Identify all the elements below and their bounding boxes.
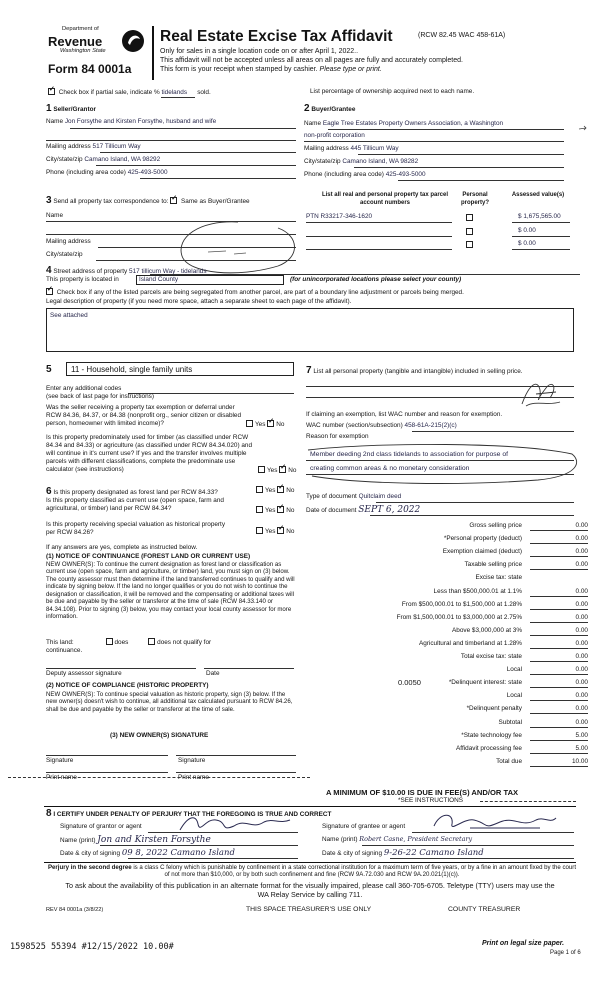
doc-date-label: Date of document [306,507,357,514]
q-forest-no-checkbox[interactable] [277,486,284,493]
perjury-text: is a class C felony which is punishable by confinement in a state correctional institution for a maximum term of five years, or by a fine in an amount fixed by the court of not more than $10,000, or by both such confinement and fine (RCW 9A.72.030 and RCW 9A.20.021(1)(c)). [133,864,577,879]
grantor-sig-label: Signature of grantor or agent [60,823,142,830]
q-historic-answer [256,527,294,536]
q-current-use-no-checkbox[interactable] [277,506,284,513]
tax-row-label: Taxable selling price [464,561,522,569]
parcel-col1: List all real and personal property tax parcel account numbers [321,192,449,206]
handwritten-strike-line [8,777,310,778]
buyer-city-row [304,158,418,166]
buyer-name-line [328,129,564,130]
buyer-mail[interactable]: 445 Tillicum Way [350,145,399,152]
notice3-title: (3) NEW OWNER(S) SIGNATURE [110,732,209,739]
legal-description-value: See attached [50,312,88,319]
codes-label1: Enter any additional codes [46,385,122,392]
segregated-label: Check box if any of the listed parcels are being segregated from another parcel, are part of a boundary line adjustment or parcels being merged. [56,289,464,296]
notice2-body: NEW OWNER(S): To continue special valuation as historic property, sign (3) below. If the new owner(s) doesn't wish to continue, all additional tax calculated pursuant to RCW 84.26, shall be due and payable by the seller or transferor at the time of sale. [46,691,293,713]
segregated-checkbox[interactable] [46,288,53,295]
grantee-name-label: Name (print) [322,836,358,843]
owner-print-label: Print name [178,774,209,781]
tax-row [320,614,588,624]
print-legal: Print on legal size paper. [482,940,565,947]
partial-sale-checkbox[interactable] [48,88,55,95]
tax-row [320,627,588,637]
partial-sale-sold: sold. [197,89,211,96]
q-historic-no-checkbox[interactable] [277,527,284,534]
tax-row [320,692,588,702]
yes-label: Yes [255,421,266,428]
tax-row-label: Exemption claimed (deduct) [442,548,522,556]
no-label: No [286,507,295,514]
yes-label: Yes [265,487,276,494]
tax-row [320,601,588,611]
header-divider [152,26,154,80]
q-exemption-answer [246,420,284,429]
tax-row-label: From $500,000.01 to $1,500,000 at 1.28% [401,600,522,608]
tax-row [320,679,588,689]
tax-row-value[interactable]: 0.00 [530,561,588,570]
tax-row-value[interactable]: 0.00 [530,692,588,701]
buyer-name-row [304,120,503,128]
tax-row-label: Affidavit processing fee [456,744,522,752]
tax-row-label: Total excise tax: state [460,653,522,660]
personal-property-checkbox[interactable] [466,228,473,235]
assessor-date-line [204,668,294,669]
dept-line2: Revenue [48,34,103,49]
owner-print-line [46,772,168,773]
form-number: Form 84 0001a [48,62,132,76]
q-timber-no-checkbox[interactable] [279,466,286,473]
q-current-use: Is this property classified as current use (open space, farm and agricultural, or timber) land per RCW 84.34? [46,497,224,512]
tax-row-value[interactable]: 0.00 [530,653,588,662]
tax-row [320,535,588,545]
seller-name[interactable]: Jon Forsythe and Kirsten Forsythe, husband and wife [64,118,217,125]
dept-line1: Department of [62,26,99,32]
tax-row [320,640,588,650]
buyer-mail-line [358,154,564,155]
q-exemption: Was the seller receiving a property tax exemption or deferral under RCW 84.36, 84.37, or 84.38 (nonprofit org., senior citizen or disabled person, homeowner with limited income)? [46,404,242,427]
buyer-city[interactable]: Camano Island, WA 98282 [342,158,419,165]
tax-row [320,732,588,742]
q-timber: Is this property predominately used for timber (as classified under RCW 84.34 and 84.33) or agriculture (as classified under RCW 84.34.020) and will continue in it's current use? If yes and the transfer involves multiple parcels with different classifications, complete the predominate use calculator (see instructions) [46,434,253,473]
tax-row-value[interactable]: 0.00 [530,588,588,597]
q-current-use-answer [256,506,294,515]
assessed-line [512,222,570,223]
legal-description-field[interactable] [46,308,574,352]
page-number: Page 1 of 6 [550,950,581,956]
tax-row-label: Total due [496,757,522,765]
see-instructions: *SEE INSTRUCTIONS [398,797,463,804]
legal-label: Legal description of property (if you need more space, attach a separate sheet to each page of the affidavit). [46,298,352,305]
tax-row-label: Above $3,000,000 at 3% [452,626,522,634]
corr-same-label: Same as Buyer/Grantee [181,198,250,205]
tax-row [320,666,588,676]
q-exemption-no-checkbox[interactable] [267,420,274,427]
tax-row-value[interactable]: 0.00 [530,679,588,688]
land-use-select[interactable] [66,362,294,376]
header-sub3-wrap [160,66,382,75]
tax-row [320,574,588,584]
owner-sig-label: Signature [46,757,74,764]
q-forest-yes-checkbox[interactable] [256,486,263,493]
buyer-mail-row [304,145,399,153]
q-exemption-yes-checkbox[interactable] [246,420,253,427]
tax-row-value[interactable]: 0.00 [530,640,588,649]
grantor-name[interactable]: Jon and Kirsten Forsythe [97,835,211,845]
initials-signature-mark [516,376,564,412]
parcel-col3: Assessed value(s) [511,192,565,198]
buyer-title: Buyer/Grantee [311,106,356,113]
buyer-phone[interactable]: 425-493-5000 [385,171,426,178]
doc-date-line [370,515,574,516]
grantor-name-label: Name (print) [60,837,96,844]
tax-row-value[interactable]: 0.00 [530,522,588,531]
minimum-due: A MINIMUM OF $10.00 IS DUE IN FEE(S) AND/OR TAX [326,788,519,797]
yes-label: Yes [265,507,276,514]
parcel-row [306,227,572,239]
exemption-label: If claiming an exemption, list WAC number and reason for exemption. [306,411,503,418]
buyer-name2[interactable]: non-profit corporation [304,132,365,139]
street-label: Street address of property [53,268,128,275]
tax-row-label: Less than $500,000.01 at 1.1% [433,587,522,595]
parcel-row [306,213,572,225]
tax-row-label: Gross selling price [469,522,522,529]
handwritten-oval-mark [298,440,584,486]
q-forest-answer [256,486,294,495]
parcel-col2: Personal property? [460,192,489,206]
tax-row-label: Subtotal [498,718,522,726]
seller-name-label: Name [46,118,64,125]
assessed-value[interactable]: $ 0.00 [518,240,536,247]
tax-row [320,561,588,571]
availability-notice: To ask about the availability of this publication in an alternate format for the visually impaired, please call 360-705-6705. Teletype (TTY) users may use the WA Relay Service by calling 711. [65,881,555,899]
buyer-heading [304,103,355,116]
tax-row-value[interactable]: 5.00 [530,745,588,754]
section5-num: 5 [46,364,52,375]
doc-date-value[interactable]: SEPT 6, 2022 [358,505,421,515]
grantee-date[interactable]: 9-26-22 Camano Island [383,848,484,858]
buyer-name2-line [304,141,564,142]
seller-city-label: City/state/zip [46,156,83,163]
grantee-name[interactable]: Robert Casne, President Secretary [359,835,473,843]
corr-title: Send all property tax correspondence to: [53,198,169,205]
notice2-title: (2) NOTICE OF COMPLIANCE (HISTORIC PROPERTY) [46,682,209,689]
tax-row-label: *State technology fee [461,731,522,739]
grantee-name-line [362,845,574,846]
tax-row-value[interactable]: 0.00 [530,705,588,714]
seller-num: 1 [46,103,52,114]
corr-name-label: Name [46,212,64,219]
reason-line1[interactable]: Member deeding 2nd class tidelands to association for purpose of [310,451,508,458]
wa-emblem-icon [120,28,146,54]
doc-type-line [376,502,574,503]
tax-row-label: Local [506,692,522,700]
doc-type-label: Type of document [306,493,357,500]
assessor-date-label: Date [206,670,220,677]
grantor-name-line [100,845,298,846]
segregated-row [46,288,464,297]
q-timber-yes-checkbox[interactable] [258,466,265,473]
located-row [46,276,119,284]
personal-property-checkbox[interactable] [466,241,473,248]
buyer-mail-label: Mailing address [304,145,349,152]
partial-sale-label: Check box if partial sale, indicate % [58,89,160,96]
buyer-phone-line [398,180,564,181]
wac-label: WAC number (section/subsection) [306,422,403,429]
seller-phone[interactable]: 425-493-5000 [127,169,168,176]
street-value[interactable]: 517 tillicum Way - tidelands [129,268,207,275]
seller-mail[interactable]: 517 Tillicum Way [92,143,141,150]
tax-row [320,653,588,663]
ownership-note: List percentage of ownership acquired next to each name. [310,88,475,95]
parcel-line [306,249,452,250]
header-sub3-italic: Please type or print. [319,66,382,73]
local-rate: 0.0050 [398,678,421,687]
codes-label2: (see back of last page for instructions) [46,393,154,400]
form-title: Real Estate Excise Tax Affidavit [160,28,393,45]
land-qualify-row [46,638,298,647]
owner-sig-line [176,755,296,756]
tax-row-value[interactable]: 0.00 [530,535,588,544]
personal-property-text: List all personal property (tangible and intangible) included in selling price. [313,368,523,375]
wac-value[interactable]: 458-61A-215(2)(c) [404,422,457,429]
tax-row-value[interactable]: 0.00 [530,614,588,623]
seller-phone-line [140,178,296,179]
assessed-line [512,236,570,237]
wac-line [412,431,574,432]
does-not-label: does not qualify for [157,639,212,646]
yes-label: Yes [265,528,276,535]
header-sub2: This affidavit will not be accepted unless all areas on all pages are fully and accurately completed. [160,57,463,64]
tax-row-value[interactable]: 0.00 [530,627,588,636]
assessed-value[interactable]: $ 0.00 [518,227,536,234]
seller-mail-row [46,143,141,151]
grantor-date-label: Date & city of signing [60,850,121,857]
tax-row-label: *Personal property (deduct) [443,535,522,543]
tax-row [320,705,588,715]
parcel-line [306,236,452,237]
tax-row-label: Local [506,666,522,674]
county-note: (for unincorporated locations please select your county) [290,276,462,283]
tax-row-label: *Delinquent penalty [466,705,522,713]
parcel-number[interactable]: PTN R33217-346-1620 [306,213,373,220]
owner-sig-line [46,755,168,756]
dor-logo [48,26,150,82]
seller-phone-label: Phone (including area code) [46,169,126,176]
tax-row [320,758,588,768]
grantee-name-row [322,835,472,844]
seller-heading [46,103,96,116]
dept-line3: Washington State [60,48,106,54]
tax-row-value[interactable]: 0.00 [530,666,588,675]
no-label: No [276,421,285,428]
form-title-ref: (RCW 82.45 WAC 458-61A) [418,32,506,39]
seller-city-row [46,156,160,164]
does-not-checkbox[interactable] [148,638,155,645]
reason-label: Reason for exemption [306,433,369,440]
grantor-signature-mark [176,812,296,836]
assessed-value[interactable]: $ 1,675,565.00 [518,213,561,220]
certify-text: I CERTIFY UNDER PENALTY OF PERJURY THAT THE FOREGOING IS TRUE AND CORRECT [53,811,332,818]
tax-row-value[interactable]: 0.00 [530,601,588,610]
seller-city-line [96,165,296,166]
buyer-num: 2 [304,103,310,114]
reason-line2[interactable]: creating common areas & no monetary consideration [310,465,470,472]
buyer-name1[interactable]: Eagle Tree Estates Property Owners Association, a Washington [322,120,504,127]
this-land-label: This land: [46,639,74,646]
q-current-use-yes-checkbox[interactable] [256,506,263,513]
seller-phone-row [46,169,168,177]
grantor-date-line [128,858,298,859]
q-historic-yes-checkbox[interactable] [256,527,263,534]
tax-row [320,719,588,729]
owner-print-label: Print name [46,774,77,781]
no-label: No [286,487,295,494]
tax-row-value[interactable]: 0.00 [530,548,588,557]
grantee-date-line [390,858,574,859]
located-label: This property is located in [46,276,119,283]
header-sub1: Only for sales in a single location code on or after April 1, 2022.. [160,48,359,55]
street-num: 4 [46,265,52,276]
assessed-line [512,249,570,250]
no-label: No [288,467,297,474]
section6-note: If any answers are yes, complete as instructed below. [46,544,198,551]
grantee-sig-label: Signature of grantee or agent [322,823,406,830]
owner-sig-label: Signature [178,757,206,764]
tax-row [320,588,588,598]
rev-number: REV 84 0001a (3/8/22) [46,907,104,913]
yes-label: Yes [267,467,278,474]
does-label: does [114,639,129,646]
doc-type-row [306,493,401,501]
corr-num: 3 [46,195,52,206]
tax-row-label: *Delinquent interest: state [448,679,522,687]
tax-row [320,522,588,532]
buyer-city-label: City/state/zip [304,158,341,165]
partial-sale-line [48,88,211,98]
continuance-label: continuance. [46,647,83,654]
q-forest-text: Is this property designated as forest land per RCW 84.33? [53,489,218,496]
no-label: No [286,528,295,535]
corr-mail-label: Mailing address [46,238,91,245]
section8-num: 8 [46,808,52,819]
wac-row [306,422,457,430]
parcel-row [306,240,572,252]
county-select[interactable]: Island County [136,275,284,285]
corr-heading [46,195,250,208]
tax-row [320,548,588,558]
county-treasurer: COUNTY TREASURER [448,906,521,913]
corr-same-checkbox[interactable] [170,197,177,204]
section7-num: 7 [306,365,312,376]
tax-row-label: Agricultural and timberland at 1.28% [418,639,522,647]
tax-row [320,745,588,755]
grantee-signature-mark [430,810,560,834]
partial-sale-value[interactable]: tidelands [161,89,195,98]
tax-row-label: Excise tax: state [475,574,522,582]
grantee-date-label: Date & city of signing [322,850,383,857]
seller-name-row [46,118,296,126]
section8-rule [44,806,576,807]
tax-row-label: From $1,500,000.01 to $3,000,000 at 2.75% [396,613,522,621]
header-sub3: This form is your receipt when stamped by cashier. [160,66,318,73]
footer-rule [44,862,576,863]
land-use-value: 11 - Household, single family units [71,365,193,374]
parcel-line [306,222,452,223]
buyer-phone-label: Phone (including area code) [304,171,384,178]
notice1-body: NEW OWNER(S): To continue the current designation as forest land or classification as current use (open space, farm and agriculture, or timber) land, you must sign on (3) below. The county assessor must then determine if the land transferred continues to qualify and will indicate by signing below. If the land no longer qualifies or you do not wish to continue the designation or classification, it will be removed and the compensating or additional taxes will be due and payable by the seller or transferor at the time of sale (RCW 84.33.140 or 84.34.108). Prior to signing (3) below, you may contact your local county assessor for more information. [46,561,295,620]
margin-mark-icon [578,124,588,134]
buyer-name-label: Name [304,120,322,127]
doc-type-value[interactable]: Quitclaim deed [358,493,402,500]
q-timber-answer [258,466,296,475]
personal-property-checkbox[interactable] [466,214,473,221]
seller-mail-line [100,152,296,153]
seller-title: Seller/Grantor [53,106,96,113]
assessor-sig-label: Deputy assessor signature [46,670,122,677]
perjury-notice [46,864,578,879]
buyer-phone-row [304,171,426,179]
tax-row-value[interactable]: 5.00 [530,732,588,741]
section6-num: 6 [46,486,52,497]
seller-blank-line [46,140,296,141]
perjury-bold: Perjury in the second degree [47,864,132,871]
owner-print-line [176,772,296,773]
tax-row-value[interactable]: 0.00 [530,719,588,728]
does-checkbox[interactable] [106,638,113,645]
treasurer-use: THIS SPACE TREASURER'S USE ONLY [246,906,372,913]
assessor-sig-line [46,668,196,669]
tax-row-value[interactable]: 10.00 [530,758,588,767]
buyer-city-line [354,167,564,168]
recording-stamp: 1598525 55394 #12/15/2022 10.00# [10,942,174,952]
seller-name-line [70,128,296,129]
seller-mail-label: Mailing address [46,143,91,150]
q-historic: Is this property receiving special valuation as historical property per RCW 84.26? [46,521,226,536]
handwritten-strike-line [480,801,576,802]
notice1-title: (1) NOTICE OF CONTINUANCE (FOREST LAND OR CURRENT USE) [46,553,251,560]
seller-city[interactable]: Camano Island, WA 98292 [84,156,161,163]
grantor-date[interactable]: 09 8, 2022 Camano Island [121,848,235,858]
corr-city-label: City/state/zip [46,251,83,258]
